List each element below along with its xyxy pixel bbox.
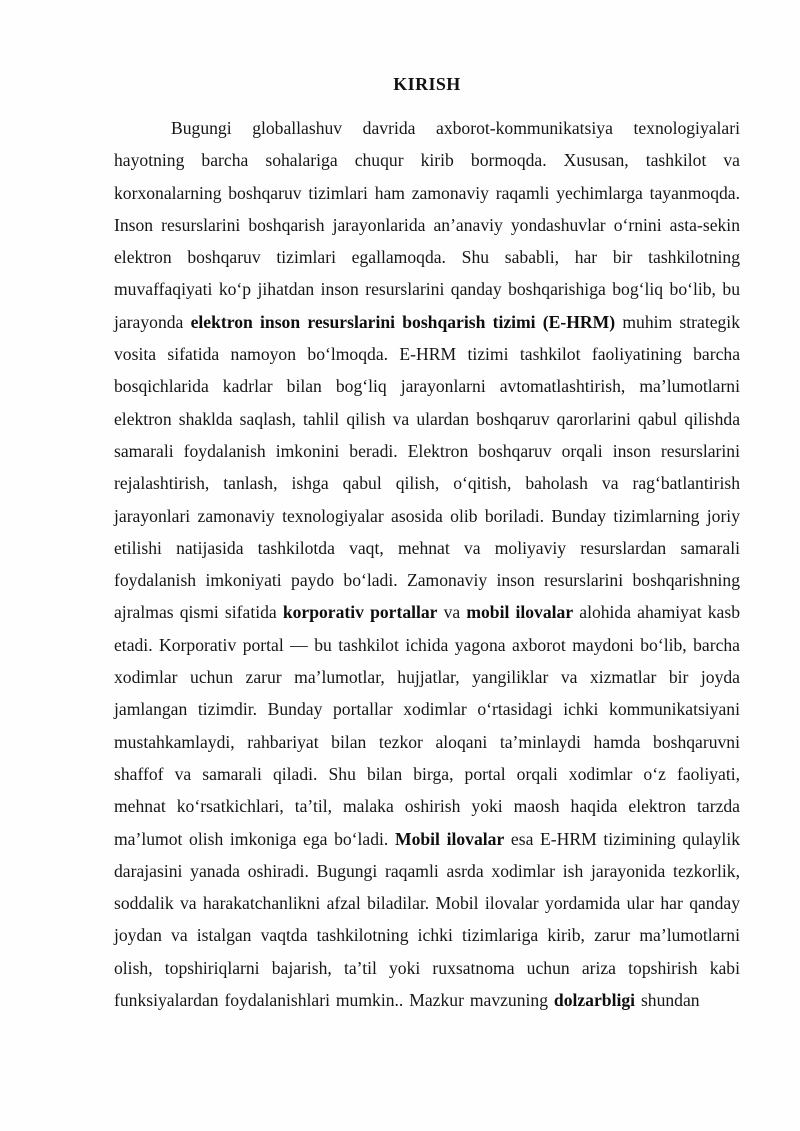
page-content bbox=[114, 70, 740, 1016]
body-paragraph bbox=[114, 112, 740, 1016]
text-run: Bugungi globallashuv davrida axborot-kommunikatsiya texnologiyalari hayotning barcha sohalariga chuqur kirib bormoqda. Xususan, tashkilot va korxonalarning boshqaruv tizimlari ham zamonaviy raqamli yechimlarga tayanmoqda. Inson resurslarini boshqarish jarayonlarida an’anaviy yondashuvlar o‘rnini asta-sekin elektron boshqaruv tizimlari egallamoqda. Shu sababli, har bir tashkilotning muvaffaqiyati ko‘p jihatdan inson resurslarini qanday boshqarishiga bog‘liq bo‘lib, bu jarayonda bbox=[114, 118, 740, 332]
bold-text-run: elektron inson resurslarini boshqarish tizimi (E-HRM) bbox=[190, 311, 616, 332]
page-title: KIRISH bbox=[393, 74, 461, 94]
bold-text-run: dolzarbligi bbox=[553, 990, 636, 1011]
text-run: shundan bbox=[635, 990, 700, 1011]
text-run: muhim strategik vosita sifatida namoyon bo‘lmoqda. E-HRM tizimi tashkilot faoliyatining barcha bosqichlarida kadrlar bilan bog‘liq jarayonlarni avtomatlashtirish, ma’lumotlarni elektron shaklda saqlash, tahlil qilish va ulardan boshqaruv qarorlarini qabul qilishda samarali foydalanish imkonini beradi. Elektron boshqaruv orqali inson resurslarini rejalashtirish, tanlash, ishga qabul qilish, o‘qitish, baholash va rag‘batlantirish jarayonlari zamonaviy texnologiyalar asosida olib boriladi. Bunday tizimlarning joriy etilishi natijasida tashkilotda vaqt, mehnat va moliyaviy resurslardan samarali foydalanish imkoniyati paydo bo‘ladi. Zamonaviy inson resurslarini boshqarishning ajralmas qismi sifatida bbox=[114, 311, 740, 623]
bold-text-run: mobil ilovalar bbox=[466, 602, 574, 623]
text-run: esa E-HRM tizimining qulaylik darajasini yanada oshiradi. Bugungi raqamli asrda xodimlar ish jarayonida tezkorlik, soddalik va harakatchanlikni afzal biladilar. Mobil ilovalar yordamida ular har qanday joydan va istalgan vaqtda tashkilotning ichki tizimlariga kirib, zarur ma’lumotlarni olish, topshiriqlarni bajarish, ta’til yoki ruxsatnoma uchun ariza topshirish kabi funksiyalardan foydalanishlari mumkin.. Mazkur mavzuning bbox=[114, 828, 740, 1011]
text-run: alohida ahamiyat kasb etadi. Korporativ portal — bu tashkilot ichida yagona axborot maydoni bo‘lib, barcha xodimlar uchun zarur ma’lumotlar, hujjatlar, yangiliklar va xizmatlar bir joyda jamlangan tizimdir. Bunday portallar xodimlar o‘rtasidagi ichki kommunikatsiyani mustahkamlaydi, rahbariyat bilan tezkor aloqani ta’minlaydi hamda boshqaruvni shaffof va samarali qiladi. Shu bilan birga, portal orqali xodimlar o‘z faoliyati, mehnat ko‘rsatkichlari, ta’til, malaka oshirish yoki maosh haqida elektron tarzda ma’lumot olish imkoniga ega bo‘ladi. bbox=[114, 602, 740, 849]
bold-text-run: korporativ portallar bbox=[282, 602, 438, 623]
bold-text-run: Mobil ilovalar bbox=[394, 828, 505, 849]
text-run: va bbox=[437, 602, 467, 623]
